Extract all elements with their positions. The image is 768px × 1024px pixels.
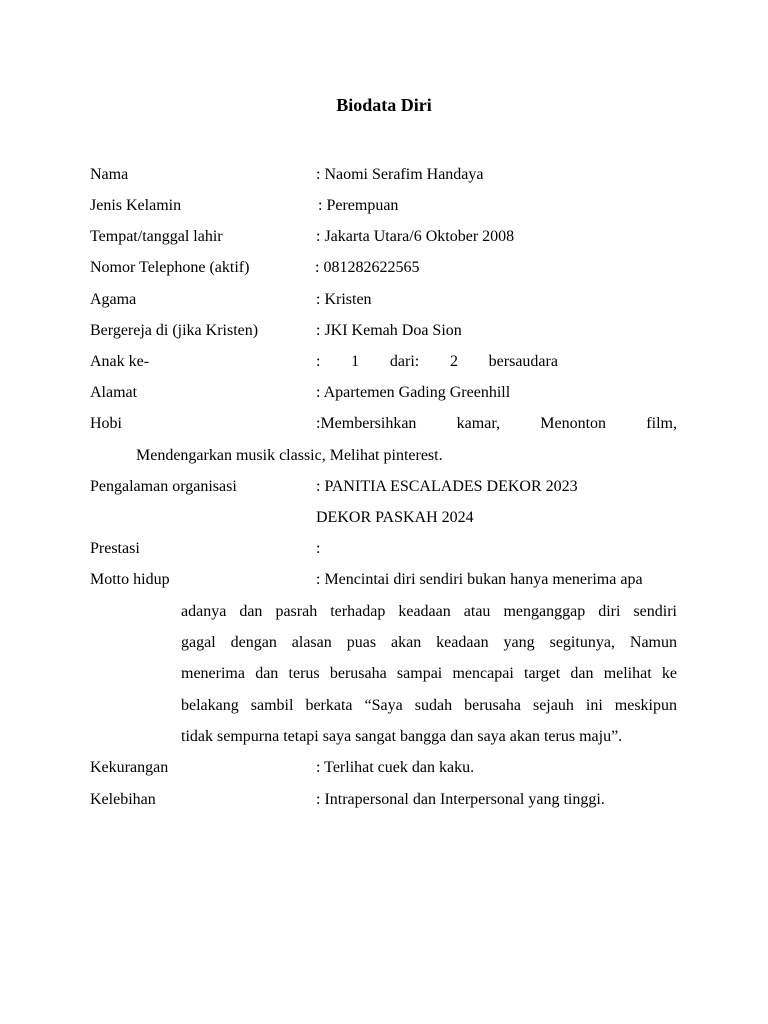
page-title: Biodata Diri bbox=[336, 95, 432, 115]
value-organisasi-2: DEKOR PASKAH 2024 bbox=[316, 509, 474, 526]
value-gereja: : JKI Kemah Doa Sion bbox=[316, 322, 462, 339]
label-nama: Nama bbox=[90, 166, 129, 183]
label-kekurangan: Kekurangan bbox=[90, 759, 169, 776]
label-motto: Motto hidup bbox=[90, 571, 170, 588]
value-jenis-kelamin: : Perempuan bbox=[318, 197, 399, 214]
label-organisasi: Pengalaman organisasi bbox=[90, 478, 237, 495]
row-kelebihan bbox=[0, 788, 768, 812]
hobi-continuation: Mendengarkan musik classic, Melihat pinterest. bbox=[136, 447, 443, 464]
label-ttl: Tempat/tanggal lahir bbox=[90, 228, 223, 245]
row-jenis-kelamin bbox=[0, 194, 768, 218]
hobi-word-4: film, bbox=[646, 415, 677, 432]
row-telepon bbox=[0, 256, 768, 280]
value-telepon: : 081282622565 bbox=[315, 259, 420, 276]
value-organisasi: : PANITIA ESCALADES DEKOR 2023 bbox=[316, 478, 578, 495]
label-agama: Agama bbox=[90, 291, 137, 308]
label-alamat: Alamat bbox=[90, 384, 138, 401]
row-motto bbox=[0, 568, 768, 592]
motto-line: tidak sempurna tetapi saya sangat bangga dan saya akan terus maju”. bbox=[181, 728, 623, 745]
row-hobi-continuation bbox=[0, 444, 768, 468]
label-hobi: Hobi bbox=[90, 415, 122, 432]
row-alamat bbox=[0, 381, 768, 405]
row-gereja bbox=[0, 319, 768, 343]
hobi-word-2: kamar, bbox=[456, 415, 501, 432]
label-anak-ke: Anak ke- bbox=[90, 353, 150, 370]
value-agama: : Kristen bbox=[316, 291, 372, 308]
row-prestasi bbox=[0, 537, 768, 561]
anak-ke-total: 2 bbox=[449, 353, 458, 370]
row-ttl bbox=[0, 225, 768, 249]
value-ttl: : Jakarta Utara/6 Oktober 2008 bbox=[316, 228, 515, 245]
row-kekurangan bbox=[0, 756, 768, 780]
anak-ke-colon: : bbox=[316, 353, 321, 370]
anak-ke-dari: dari: bbox=[389, 353, 420, 370]
row-organisasi-2 bbox=[0, 506, 768, 530]
row-nama bbox=[0, 163, 768, 187]
value-prestasi: : bbox=[316, 540, 321, 557]
row-hobi bbox=[0, 412, 768, 436]
row-agama bbox=[0, 288, 768, 312]
label-gereja: Bergereja di (jika Kristen) bbox=[90, 322, 259, 339]
value-hobi bbox=[316, 412, 677, 436]
value-kekurangan: : Terlihat cuek dan kaku. bbox=[316, 759, 475, 776]
motto-line: gagal dengan alasan puas akan keadaan yang segitunya, Namun bbox=[181, 634, 677, 651]
value-alamat: : Apartemen Gading Greenhill bbox=[316, 384, 511, 401]
label-prestasi: Prestasi bbox=[90, 540, 140, 557]
value-kelebihan: : Intrapersonal dan Interpersonal yang tinggi. bbox=[316, 791, 605, 808]
hobi-word-1: :Membersihkan bbox=[316, 415, 417, 432]
anak-ke-bersaudara: bersaudara bbox=[488, 353, 558, 370]
value-anak-ke bbox=[316, 350, 558, 374]
label-kelebihan: Kelebihan bbox=[90, 791, 156, 808]
row-organisasi bbox=[0, 475, 768, 499]
anak-ke-number: 1 bbox=[351, 353, 360, 370]
label-jenis-kelamin: Jenis Kelamin bbox=[90, 197, 182, 214]
row-anak-ke bbox=[0, 350, 768, 374]
value-motto: : Mencintai diri sendiri bukan hanya menerima apa bbox=[316, 571, 643, 588]
value-nama: : Naomi Serafim Handaya bbox=[316, 166, 484, 183]
motto-line: menerima dan terus berusaha sampai mencapai target dan melihat ke bbox=[181, 665, 677, 682]
label-telepon: Nomor Telephone (aktif) bbox=[90, 259, 250, 276]
hobi-word-3: Menonton bbox=[540, 415, 607, 432]
motto-line: belakang sambil berkata “Saya sudah berusaha sejauh ini meskipun bbox=[181, 697, 677, 714]
motto-line: adanya dan pasrah terhadap keadaan atau menganggap diri sendiri bbox=[181, 603, 677, 620]
